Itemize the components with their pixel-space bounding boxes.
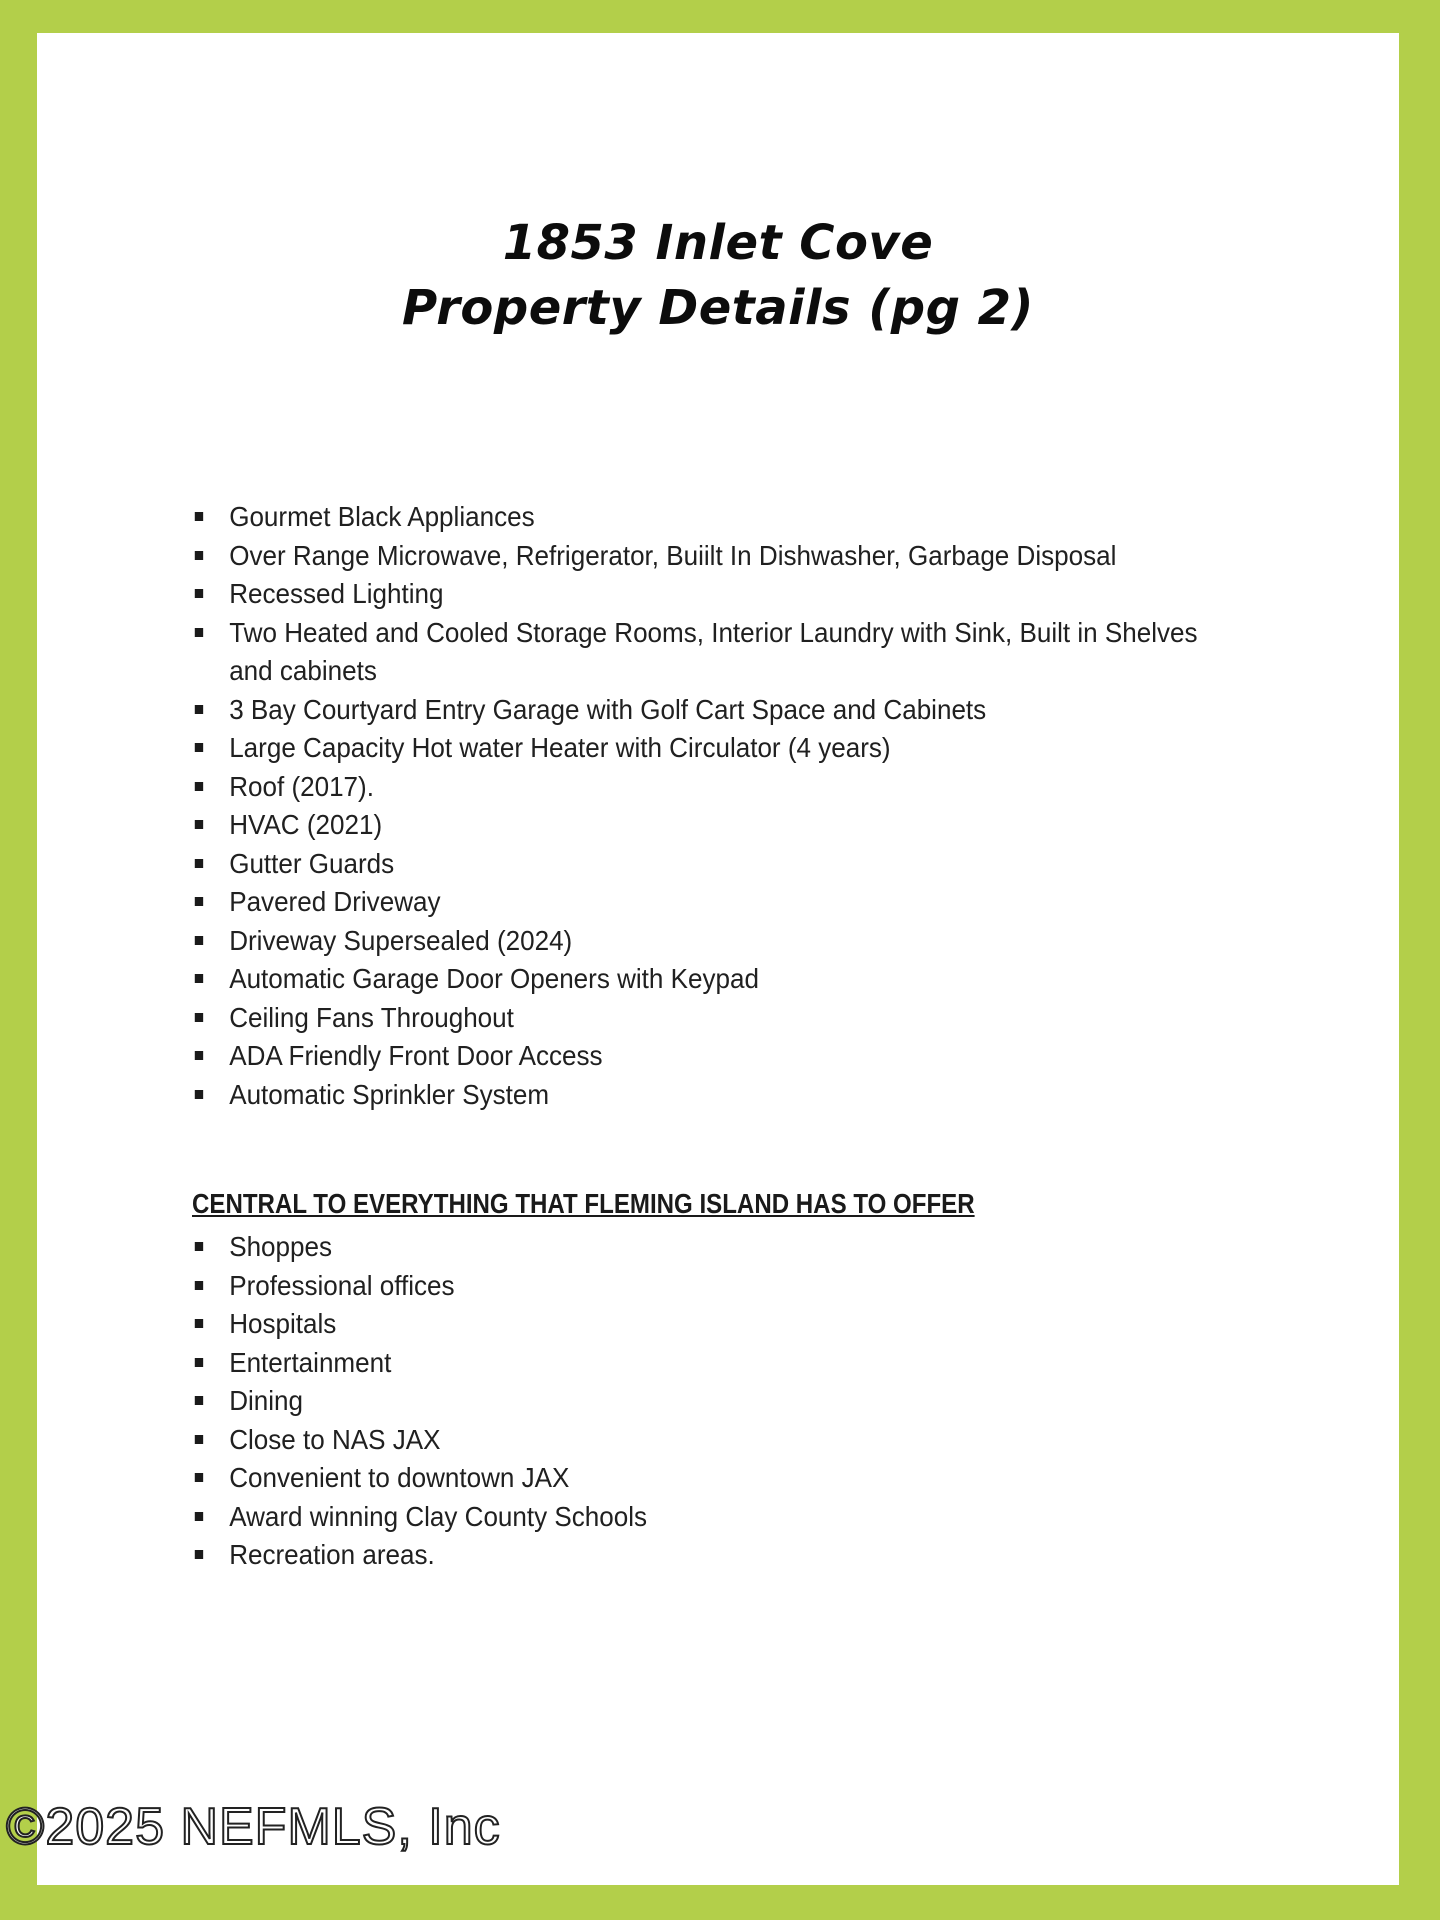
list-item: Dining — [192, 1382, 647, 1421]
features-list — [192, 498, 1215, 1114]
list-item: Over Range Microwave, Refrigerator, Buiilt In Dishwasher, Garbage Disposal — [192, 537, 1215, 576]
page-title — [37, 211, 1399, 341]
list-item: Hospitals — [192, 1305, 647, 1344]
list-item: Recreation areas. — [192, 1536, 647, 1575]
list-item: Large Capacity Hot water Heater with Circulator (4 years) — [192, 729, 1215, 768]
copyright-watermark: ©2025 NEFMLS, Inc — [6, 1798, 501, 1856]
list-item: Driveway Supersealed (2024) — [192, 922, 1215, 961]
list-item: 3 Bay Courtyard Entry Garage with Golf Cart Space and Cabinets — [192, 691, 1215, 730]
section-heading: CENTRAL TO EVERYTHING THAT FLEMING ISLAND HAS TO OFFER — [192, 1188, 975, 1219]
list-item: Entertainment — [192, 1344, 647, 1383]
list-item: Professional offices — [192, 1267, 647, 1306]
list-item: Convenient to downtown JAX — [192, 1459, 647, 1498]
list-item: Automatic Sprinkler System — [192, 1076, 1215, 1115]
list-item: HVAC (2021) — [192, 806, 1215, 845]
list-item: Gourmet Black Appliances — [192, 498, 1215, 537]
amenities-list — [192, 1228, 647, 1575]
list-item: Automatic Garage Door Openers with Keypad — [192, 960, 1215, 999]
title-address: 1853 Inlet Cove — [502, 215, 934, 271]
list-item: Recessed Lighting — [192, 575, 1215, 614]
title-subtitle: Property Details (pg 2) — [401, 280, 1034, 336]
list-item: Award winning Clay County Schools — [192, 1498, 647, 1537]
list-item: Shoppes — [192, 1228, 647, 1267]
list-item: Pavered Driveway — [192, 883, 1215, 922]
list-item: Close to NAS JAX — [192, 1421, 647, 1460]
document-page — [37, 33, 1399, 1885]
list-item: Ceiling Fans Throughout — [192, 999, 1215, 1038]
list-item: Two Heated and Cooled Storage Rooms, Interior Laundry with Sink, Built in Shelves and cabinets — [192, 614, 1215, 691]
list-item: ADA Friendly Front Door Access — [192, 1037, 1215, 1076]
list-item: Gutter Guards — [192, 845, 1215, 884]
list-item: Roof (2017). — [192, 768, 1215, 807]
